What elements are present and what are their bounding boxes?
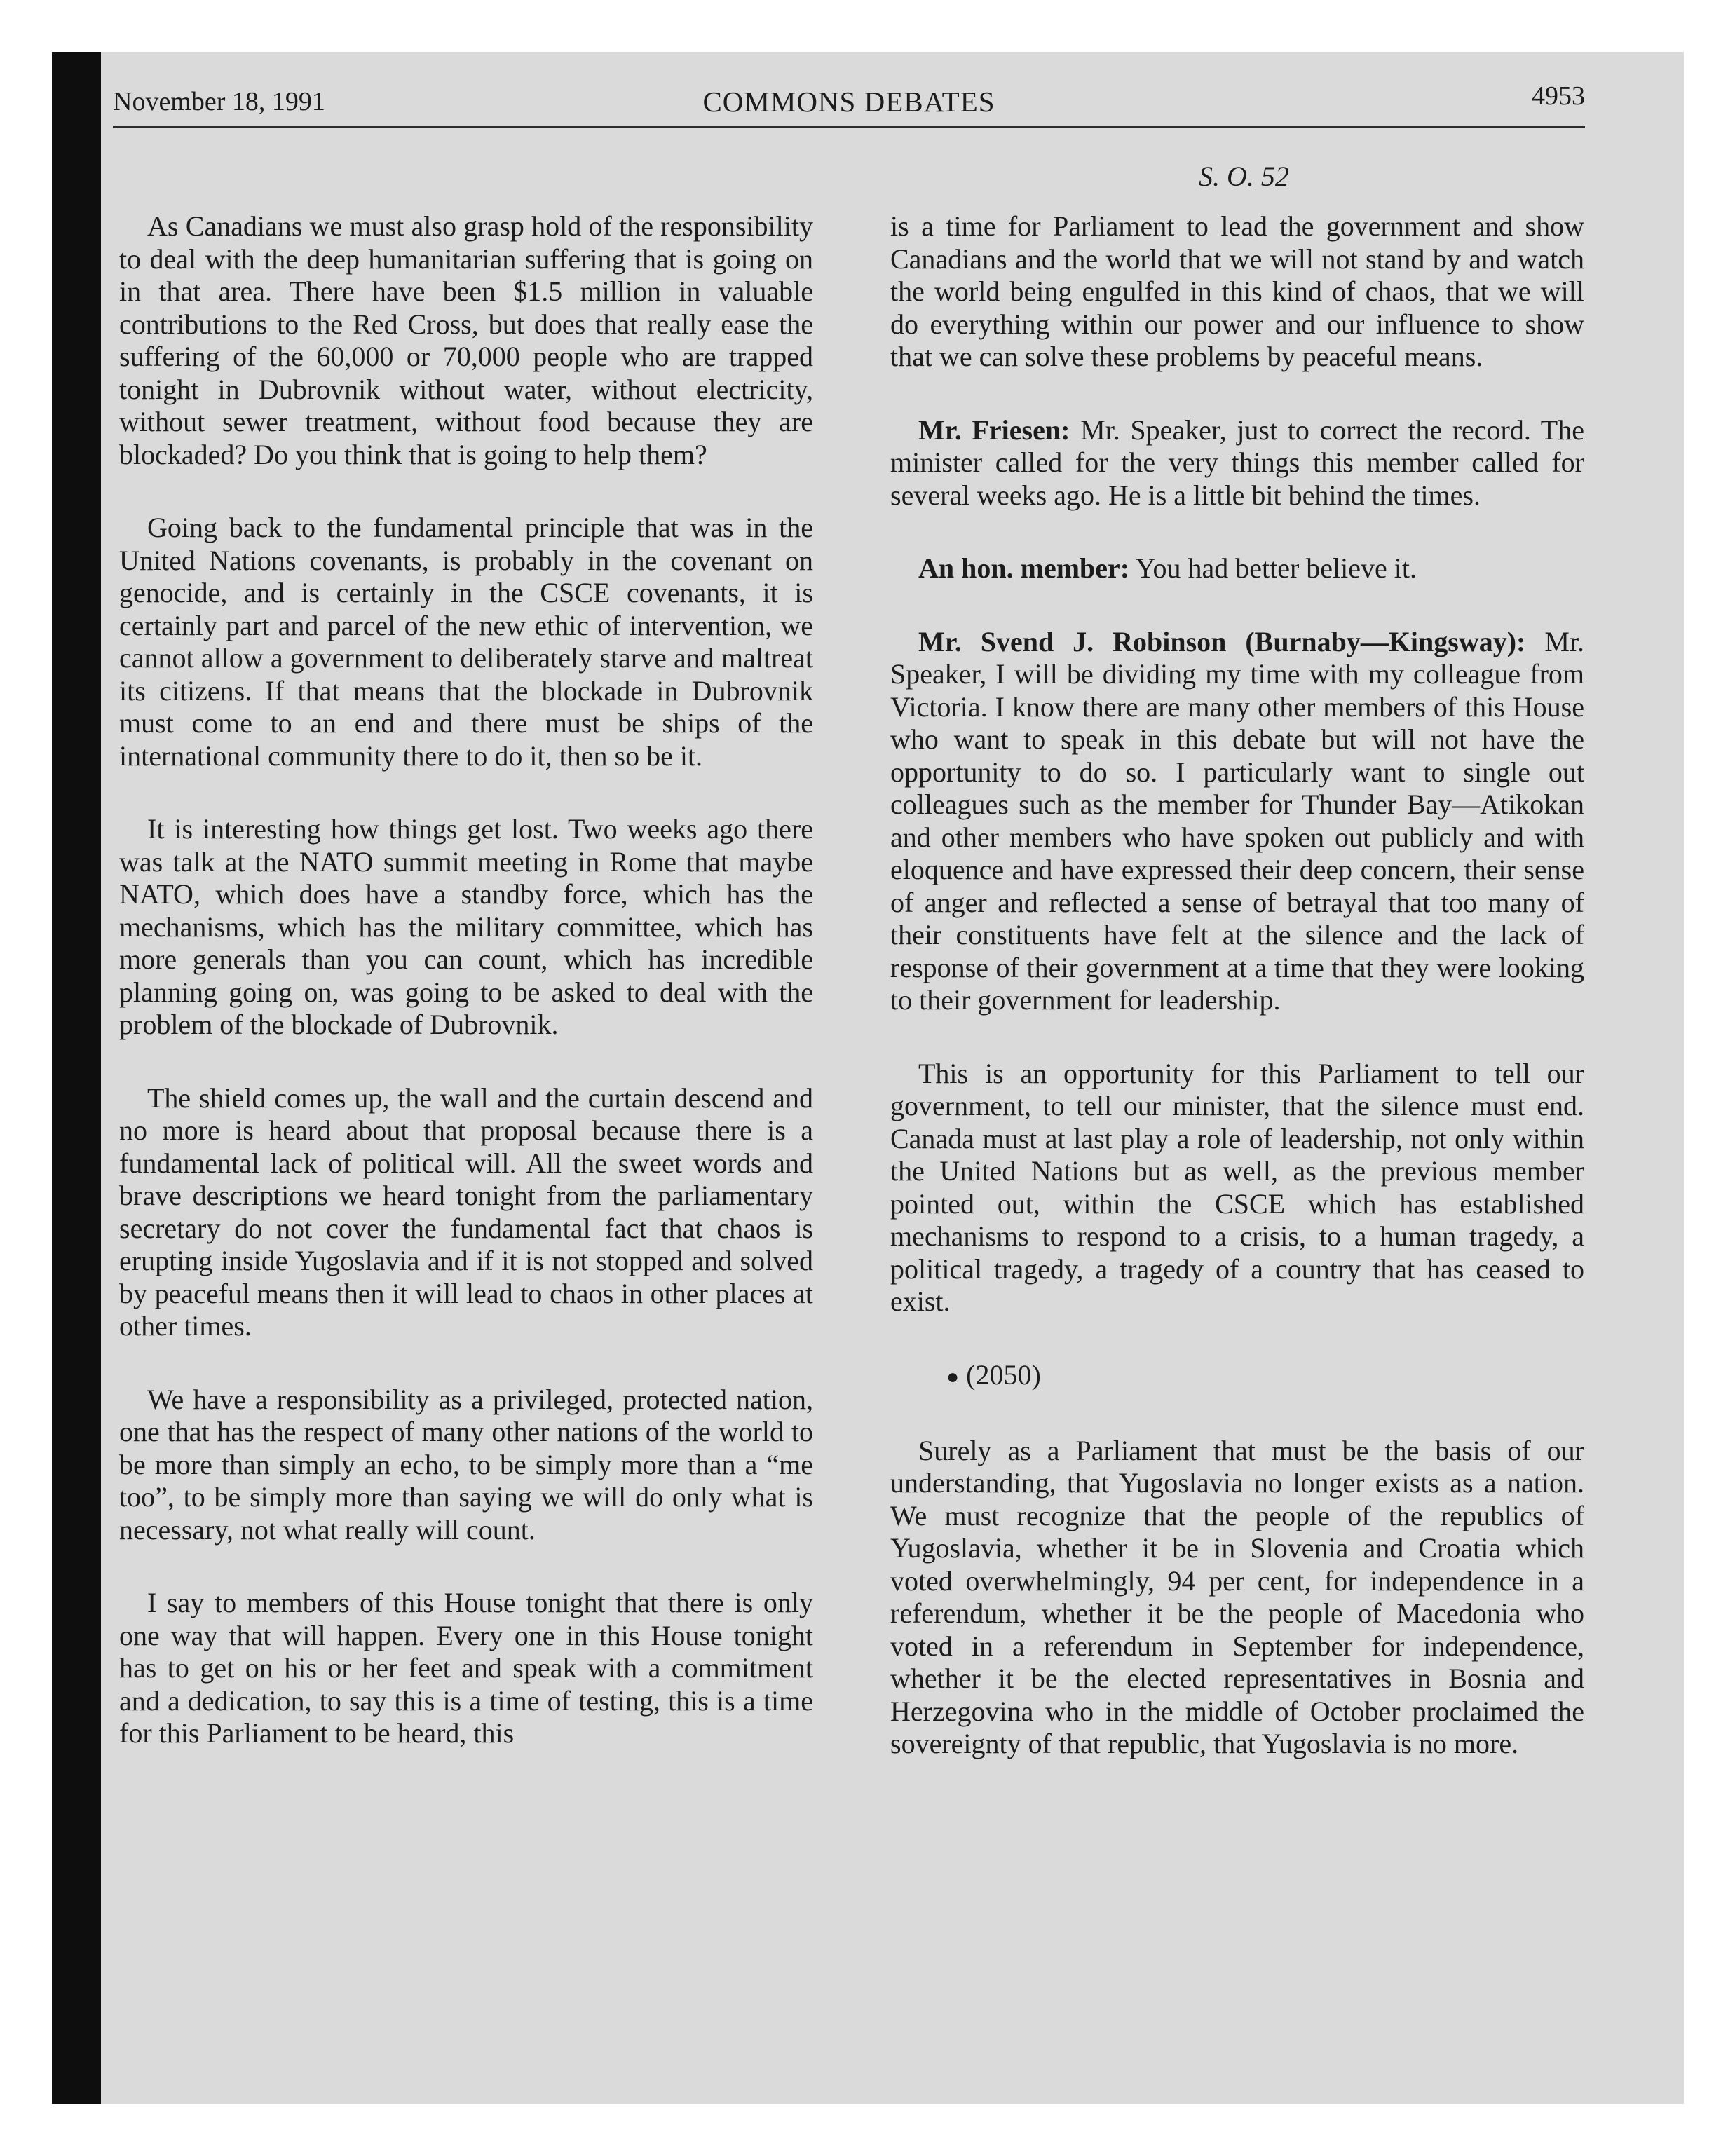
left-column (119, 210, 813, 1791)
speaker-name: An hon. member: (918, 552, 1130, 584)
hon-member-paragraph (890, 552, 1584, 585)
left-paragraph-3: It is interesting how things get lost. Two weeks ago there was talk at the NATO summit meeting in Rome that maybe NATO, which does have a standby force, which has the mechanisms, which has the military committee, which has more generals than you can count, which has incredible planning going on, was going to be asked to deal with the problem of the blockade of Dubrovnik. (119, 813, 813, 1040)
section-label: S. O. 52 (1199, 161, 1289, 192)
speech-text: Mr. Speaker, just to correct the record. The minister called for the very things this member called for several weeks ago. He is a little bit behind the times. (890, 414, 1584, 511)
bullet-icon: ● (946, 1365, 960, 1389)
left-paragraph-5: We have a responsibility as a privileged, protected nation, one that has the respect of many other nations of the world to be more than simply an echo, to be simply more than a “me too”, to be simply more than saying we will do only what is necessary, not what really will count. (119, 1383, 813, 1546)
left-paragraph-2: Going back to the fundamental principle that was in the United Nations covenants, is probably in the covenant on genocide, and is certainly in the CSCE covenants, it is certainly part and parcel of the new ethic of intervention, we cannot allow a government to deliberately starve and maltreat its citizens. If that means that the blockade in Dubrovnik must come to an end and there must be ships of the international community there to do it, then so be it. (119, 512, 813, 772)
binding-edge (52, 52, 101, 2104)
opportunity-paragraph: This is an opportunity for this Parliament to tell our government, to tell our minister, that the silence must end. Canada must at last play a role of leadership, not only within the United Nations but as well, as the previous member pointed out, within the CSCE which has established mechanisms to respond to a crisis, to a human tragedy, a political tragedy, a tragedy of a country that has ceased to exist. (890, 1057, 1584, 1317)
left-paragraph-4: The shield comes up, the wall and the curtain descend and no more is heard about that proposal because there is a fundamental lack of political will. All the sweet words and brave descriptions we heard tonight from the parliamentary secretary do not cover the fundamental fact that chaos is erupting inside Yugoslavia and if it is not stopped and solved by peaceful means then it will lead to chaos in other places at other times. (119, 1082, 813, 1342)
speech-text: Mr. Speaker, I will be dividing my time with my colleague from Victoria. I know there are many other members of this House who want to speak in this debate but will not have the opportunity to do so. I particularly want to single out colleagues such as the member for Thunder Bay—Atikokan and other members who have spoken out publicly and with eloquence and have expressed their deep concern, their sense of anger and reflected a sense of betrayal that too many of their constituents have felt at the silence and the lack of response of their government at a time that they were looking to their government for leadership. (890, 625, 1584, 1016)
header-date: November 18, 1991 (113, 87, 325, 116)
page-number: 4953 (1532, 81, 1585, 111)
surely-paragraph: Surely as a Parliament that must be the basis of our understanding, that Yugoslavia no longer exists as a nation. We must recognize that the people of the republics of Yugoslavia, whether it be in Slovenia and Croatia which voted overwhelmingly, 94 per cent, for independence in a referendum, whether it be the people of Macedonia who voted in a referendum in September for independence, whether it be the elected representatives in Bosnia and Herzegovina who in the middle of October proclaimed the sovereignty of that republic, that Yugoslavia is no more. (890, 1434, 1584, 1760)
friesen-paragraph (890, 414, 1584, 512)
speech-text: You had better believe it. (1129, 552, 1417, 584)
right-column (890, 210, 1584, 1801)
header-title: COMMONS DEBATES (702, 86, 995, 118)
speaker-name: Mr. Svend J. Robinson (Burnaby—Kingsway): (918, 625, 1526, 657)
left-paragraph-1: As Canadians we must also grasp hold of the responsibility to deal with the deep humanitarian suffering that is going on in that area. There have been $1.5 million in valuable contributions to the Red Cross, but does that really ease the suffering of the 60,000 or 70,000 people who are trapped tonight in Dubrovnik without water, without electricity, without sewer treatment, without food because they are blockaded? Do you think that is going to help them? (119, 210, 813, 470)
page-header (113, 77, 1585, 126)
header-rule (113, 126, 1585, 128)
speaker-name: Mr. Friesen: (918, 414, 1070, 446)
left-paragraph-6: I say to members of this House tonight that there is only one way that will happen. Every one in this House tonight has to get on his or her feet and speak with a commitment and a dedication, to say this is a time of testing, this is a time for this Parliament to be heard, this (119, 1587, 813, 1749)
continuation-paragraph: is a time for Parliament to lead the government and show Canadians and the world that we will not stand by and watch the world being engulfed in this kind of chaos, that we will do everything within our power and our influence to show that we can solve these problems by peaceful means. (890, 210, 1584, 372)
time-stamp-text: (2050) (966, 1358, 1041, 1391)
robinson-paragraph (890, 626, 1584, 1017)
time-stamp (890, 1359, 1584, 1394)
